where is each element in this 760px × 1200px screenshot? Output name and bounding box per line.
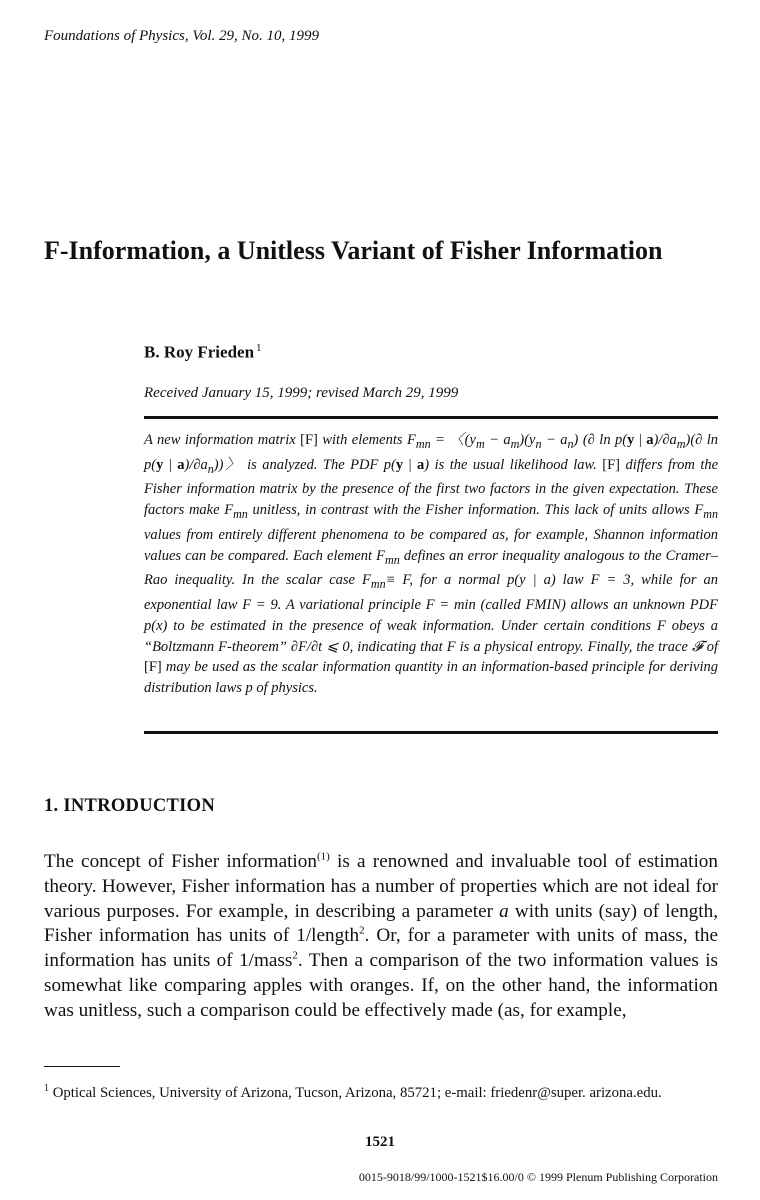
copyright-line: 0015-9018/99/1000-1521$16.00/0 © 1999 Plenum Publishing Corporation [358, 1170, 718, 1184]
citation-ref[interactable]: (1) [316, 850, 330, 863]
section-heading: 1. INTRODUCTION [44, 796, 216, 816]
author-footnote-mark: 1 [256, 342, 262, 354]
page-number: 1521 [365, 1134, 395, 1150]
footnote-divider [44, 1066, 120, 1067]
received-dates: Received January 15, 1999; revised March 29, 1999 [144, 385, 459, 401]
article-title: F-Information, a Unitless Variant of Fisher Information [44, 236, 663, 265]
intro-paragraph: The concept of Fisher information$^{(1)}$ is a renowned and invaluable tool of estimation theory. However, Fisher information has a number of properties which are not ideal for various purposes. For example, in describing a parameter a with units (say) of length, Fisher information has units of 1/length$^2$. Or, for a parameter with units of mass, the information has units of 1/mass$^2$. Then a comparison of the two information values is somewhat like comparing apples with oranges. If, on the other hand, the information was unitless, such a comparison could be effectively made (as, for example, [44, 850, 718, 1021]
abstract-bottom-rule [144, 731, 718, 734]
journal-citation: Foundations of Physics, Vol. 29, No. 10, 1999 [44, 28, 319, 44]
abstract-top-rule [144, 416, 718, 419]
author-footnote: $^1$ Optical Sciences, University of Arizona, Tucson, Arizona, 85721; e-mail: friedenr@super. arizona.edu. [44, 1083, 662, 1101]
abstract: A new information matrix [F] with elements $F_{mn}$ = 〈$(y_m - a_m)(y_n - a_n)$ (∂ ln p(y | $a)/\partial a_m)(\partial$ ln p(y | $a)/\partial a_n$))〉 is analyzed. The PDF p(y | a) is the usual likelihood law. [F] differs from the Fisher information matrix by the presence of the first two factors in the given expectation. These factors make $F_{mn}$ unitless, in contrast with the Fisher information. This lack of units allows $F_{mn}$ values from entirely different phenomena to be compared as, for example, Shannon information values can be compared. Each element $F_{mn}$ defines an error inequality analogous to the Cramer–Rao inequality. In the scalar case $F_{mn}\equiv F$, for a normal p(y | a) law F = 3, while for an exponential law F = 9. A variational principle F = min (called FMIN) allows an unknown PDF p(x) to be estimated in the presence of weak information. Under certain conditions F obeys a “Boltzmann F-theorem” ∂F/∂t ⩽ 0, indicating that F is a physical entropy. Finally, the trace 𝓕 of [F] may be used as the scalar information quantity in an information-based principle for deriving distribution laws p of physics. [144, 432, 719, 697]
author-name [144, 342, 262, 363]
author-text: B. Roy Frieden [144, 342, 255, 362]
